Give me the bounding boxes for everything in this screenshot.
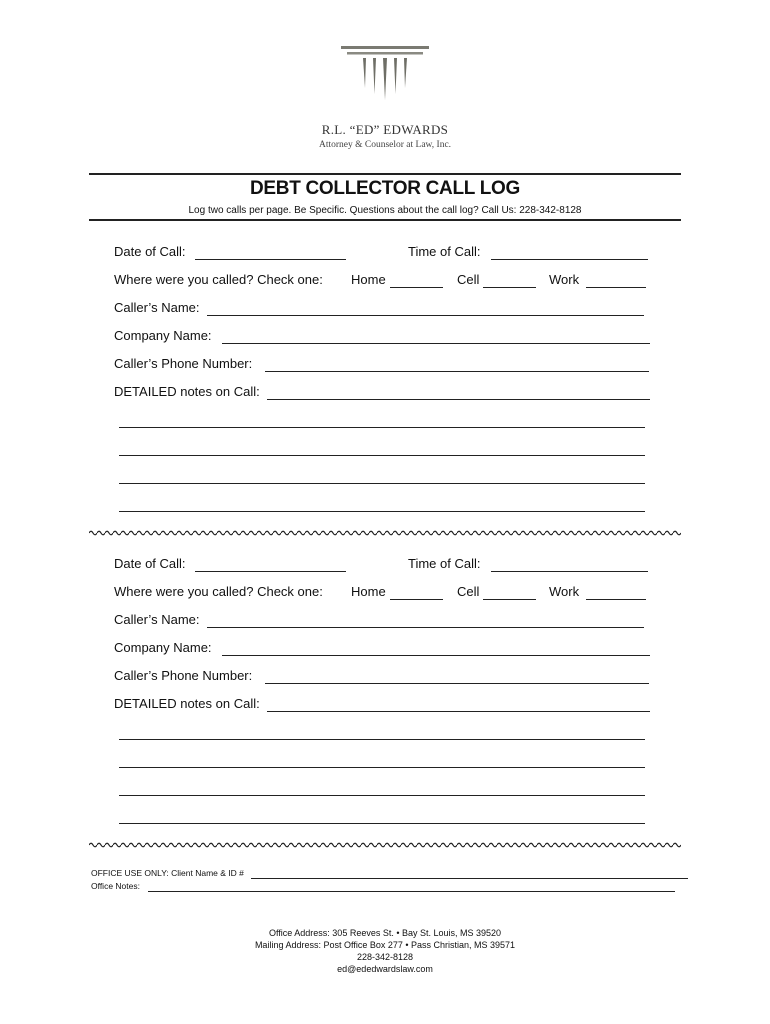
header-rule-top bbox=[89, 173, 681, 175]
notes-line[interactable] bbox=[119, 455, 645, 456]
office-use-client-field[interactable] bbox=[251, 878, 688, 879]
office-notes-label: Office Notes: bbox=[91, 881, 140, 891]
office-use-client-label: OFFICE USE ONLY: Client Name & ID # bbox=[91, 868, 244, 878]
notes-line[interactable] bbox=[119, 483, 645, 484]
column-logo bbox=[335, 44, 435, 124]
notes-line[interactable] bbox=[119, 427, 645, 428]
firm-subtitle: Attorney & Counselor at Law, Inc. bbox=[318, 140, 452, 150]
notes-line[interactable] bbox=[119, 739, 645, 740]
phone-field[interactable] bbox=[265, 683, 649, 684]
caller-name-field[interactable] bbox=[207, 315, 644, 316]
office-notes-field[interactable] bbox=[148, 891, 675, 892]
wavy-separator bbox=[89, 529, 681, 537]
document-instructions: Log two calls per page. Be Specific. Questions about the call log? Call Us: 228-342-8128 bbox=[188, 205, 582, 216]
work-label: Work bbox=[549, 272, 580, 287]
time-label: Time of Call: bbox=[408, 556, 481, 571]
caller-name-label: Caller’s Name: bbox=[114, 612, 200, 627]
cell-label: Cell bbox=[457, 584, 480, 599]
wavy-separator bbox=[89, 841, 681, 849]
notes-label: DETAILED notes on Call: bbox=[114, 696, 260, 711]
notes-line[interactable] bbox=[119, 511, 645, 512]
caller-name-label: Caller’s Name: bbox=[114, 300, 200, 315]
time-field[interactable] bbox=[491, 259, 648, 260]
cell-checkbox[interactable] bbox=[483, 287, 536, 288]
notes-line[interactable] bbox=[119, 795, 645, 796]
date-label: Date of Call: bbox=[114, 556, 186, 571]
company-label: Company Name: bbox=[114, 328, 212, 343]
work-label: Work bbox=[549, 584, 580, 599]
home-checkbox[interactable] bbox=[390, 287, 443, 288]
where-label: Where were you called? Check one: bbox=[114, 272, 323, 287]
date-field[interactable] bbox=[195, 571, 346, 572]
home-label: Home bbox=[351, 584, 386, 599]
work-checkbox[interactable] bbox=[586, 599, 646, 600]
date-label: Date of Call: bbox=[114, 244, 186, 259]
where-label: Where were you called? Check one: bbox=[114, 584, 323, 599]
phone-field[interactable] bbox=[265, 371, 649, 372]
notes-field[interactable] bbox=[267, 399, 650, 400]
company-field[interactable] bbox=[222, 343, 650, 344]
office-address: Office Address: 305 Reeves St. • Bay St. Louis, MS 39520 bbox=[268, 928, 502, 938]
header-rule-bottom bbox=[89, 219, 681, 221]
notes-line[interactable] bbox=[119, 823, 645, 824]
company-field[interactable] bbox=[222, 655, 650, 656]
time-label: Time of Call: bbox=[408, 244, 481, 259]
phone-label: Caller’s Phone Number: bbox=[114, 356, 253, 371]
document-title: DEBT COLLECTOR CALL LOG bbox=[249, 178, 520, 199]
company-label: Company Name: bbox=[114, 640, 212, 655]
home-label: Home bbox=[351, 272, 386, 287]
home-checkbox[interactable] bbox=[390, 599, 443, 600]
phone-label: Caller’s Phone Number: bbox=[114, 668, 253, 683]
time-field[interactable] bbox=[491, 571, 648, 572]
footer-phone: 228-342-8128 bbox=[356, 952, 414, 962]
notes-label: DETAILED notes on Call: bbox=[114, 384, 260, 399]
cell-checkbox[interactable] bbox=[483, 599, 536, 600]
cell-label: Cell bbox=[457, 272, 480, 287]
date-field[interactable] bbox=[195, 259, 346, 260]
firm-name: R.L. “ED” EDWARDS bbox=[321, 122, 449, 137]
caller-name-field[interactable] bbox=[207, 627, 644, 628]
work-checkbox[interactable] bbox=[586, 287, 646, 288]
notes-field[interactable] bbox=[267, 711, 650, 712]
mailing-address: Mailing Address: Post Office Box 277 • Pass Christian, MS 39571 bbox=[254, 940, 516, 950]
footer-email[interactable]: ed@ededwardslaw.com bbox=[337, 964, 433, 974]
notes-line[interactable] bbox=[119, 767, 645, 768]
